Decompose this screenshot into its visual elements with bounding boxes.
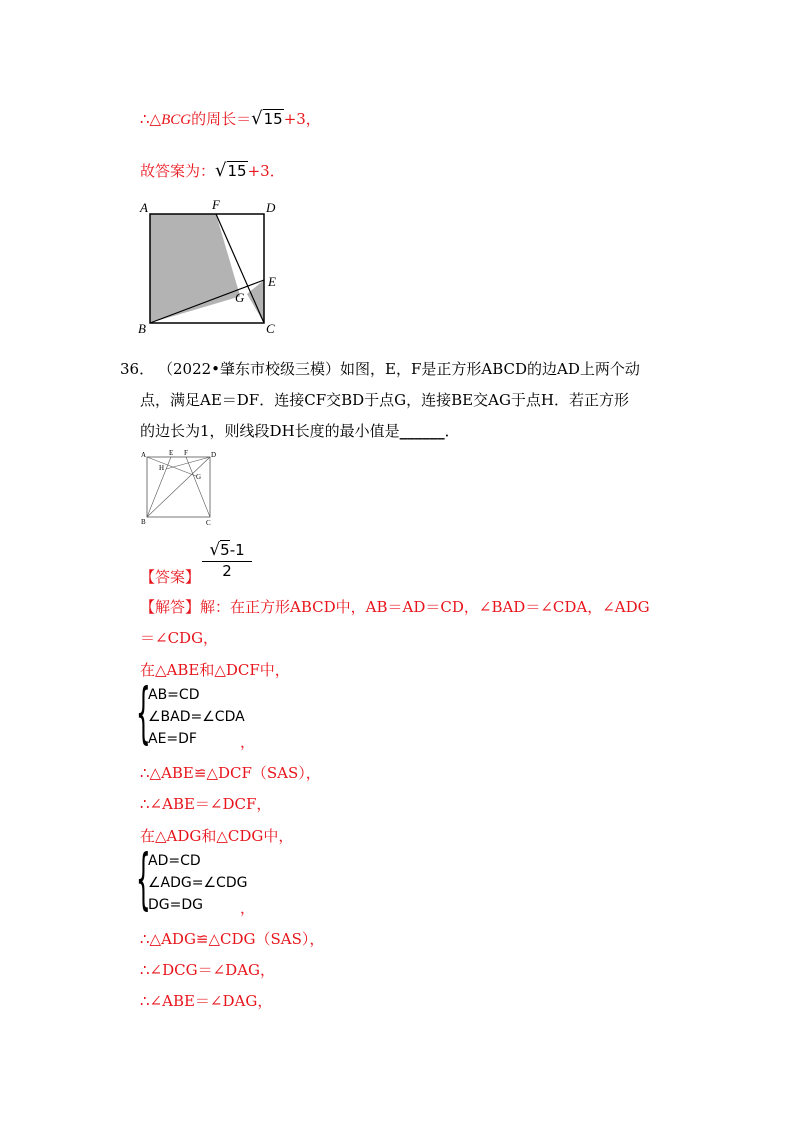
answer-fraction	[202, 540, 252, 580]
label2-h: H	[159, 464, 165, 472]
label-g: G	[235, 290, 245, 305]
question-line-2: 点，满足AE＝DF．连接CF交BD于点G，连接BE交AG于点H．若正方形	[140, 391, 630, 409]
answer-blank: ______	[399, 422, 445, 440]
plus-three: +3，	[283, 110, 321, 128]
plus-three-answer: +3．	[247, 162, 285, 180]
sqrt-15-answer: √15	[215, 160, 247, 181]
question-line-3: 的边长为1，则线段DH长度的最小值是______．	[140, 422, 460, 440]
figure-square-bcg	[132, 196, 292, 341]
solution-line-5: ∴∠ABE＝∠DCF，	[140, 795, 272, 813]
label-c: C	[266, 321, 275, 336]
question-number: 36．	[120, 360, 155, 378]
answer-label: 【答案】	[140, 568, 201, 586]
fraction-numerator: √5-1	[202, 540, 252, 562]
solution-line-3: 在△ABE和△DCF中，	[140, 661, 290, 679]
line-cf	[186, 457, 210, 517]
label-d: D	[266, 200, 276, 215]
label-a: A	[140, 200, 148, 215]
label-f: F	[212, 197, 220, 212]
label2-d: D	[211, 451, 217, 459]
solution-label: 【解答】	[140, 598, 201, 616]
label2-f: F	[184, 449, 188, 457]
brace-1: {	[136, 674, 151, 751]
answer-text: 故答案为：	[140, 162, 216, 180]
fraction-denominator: 2	[222, 562, 232, 580]
solution-line-6: 在△ADG和△CDG中，	[140, 827, 294, 845]
label-b: B	[138, 321, 146, 336]
label2-g: G	[196, 473, 202, 481]
system-2: AD=CD ∠ADG=∠CDG DG=DG	[148, 853, 248, 913]
solution-line-7: ∴△ADG≌△CDG（SAS），	[140, 930, 325, 948]
label2-a: A	[141, 451, 147, 459]
line-ag	[147, 457, 196, 476]
label2-e: E	[169, 449, 174, 457]
diag-bd	[147, 457, 210, 517]
solution-line-2: ＝∠CDG，	[140, 629, 219, 647]
solution-line-1: 【解答】解：在正方形ABCD中，AB＝AD＝CD，∠BAD＝∠CDA，∠ADG	[140, 598, 650, 616]
perimeter-text: 的周长＝	[191, 110, 252, 128]
figure-square-dh	[138, 448, 228, 530]
system-2-tail: ，	[240, 899, 256, 917]
sqrt-15: √15	[251, 108, 283, 129]
label-e: E	[268, 274, 276, 289]
system-1-tail: ，	[240, 733, 256, 751]
perimeter-conclusion	[140, 108, 321, 129]
label2-b: B	[141, 518, 146, 526]
therefore-triangle: ∴△	[140, 110, 162, 128]
brace-2: {	[136, 840, 151, 917]
question-line-1: （2022•肇东市校级三模）如图，E，F是正方形ABCD的边AD上两个动	[158, 360, 640, 378]
triangle-name: BCG	[161, 112, 192, 128]
answer-statement	[140, 160, 285, 181]
solution-line-4: ∴△ABE≌△DCF（SAS），	[140, 764, 321, 782]
solution-line-8: ∴∠DCG＝∠DAG，	[140, 961, 276, 979]
system-1: AB=CD ∠BAD=∠CDA AE=DF	[148, 687, 245, 747]
label2-c: C	[206, 519, 211, 527]
solution-line-9: ∴∠ABE＝∠DAG，	[140, 992, 273, 1010]
